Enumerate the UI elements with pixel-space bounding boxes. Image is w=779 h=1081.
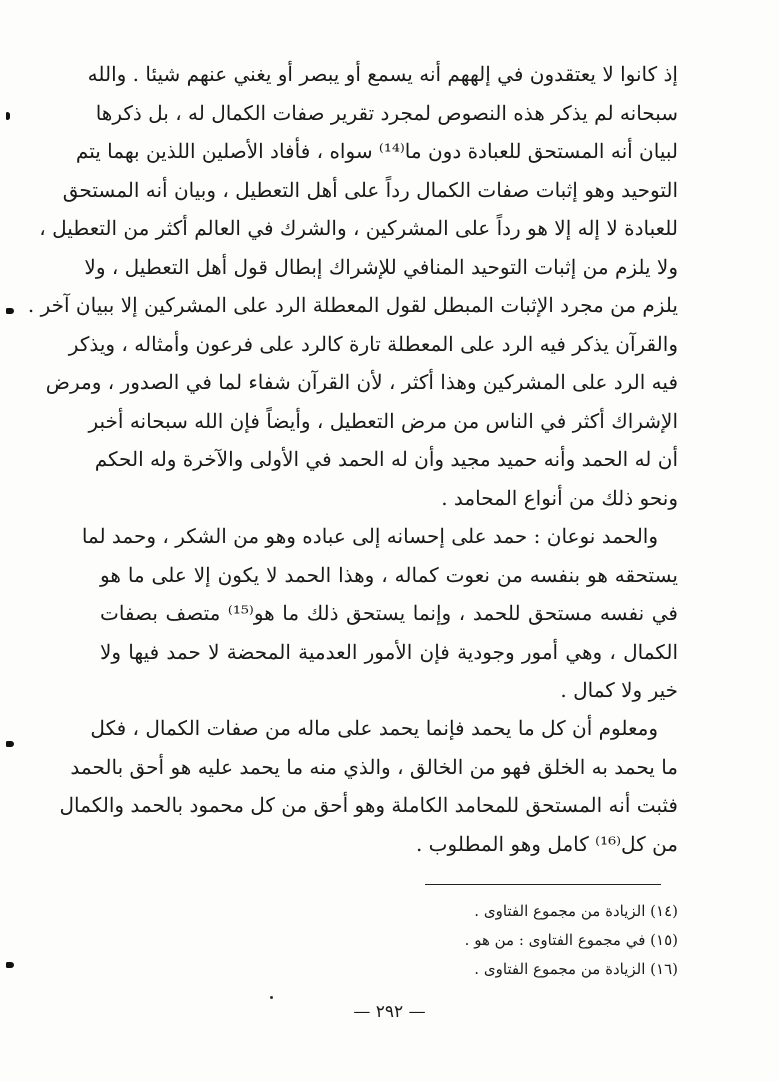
text-line: إذ كانوا لا يعتقدون في إلههم أنه يسمع أو يبصر أو يغني عنهم شيئا . والله [87,62,678,86]
footnote: (١٥) في مجموع الفتاوى : من هو . [464,931,678,949]
text-line: ونحو ذلك من أنواع المحامد . [441,485,678,510]
text-line: أن له الحمد وأنه حميد مجيد وأن له الحمد في الأولى والآخرة وله الحكم [94,447,678,471]
text-line: الكمال ، وهي أمور وجودية فإن الأمور العدمية المحضة لا حمد فيها ولا [100,639,678,664]
text-line: ومعلوم أن كل ما يحمد فإنما يحمد على ماله من صفات الكمال ، فكل [90,716,658,740]
page-number: — ٢٩٢ — [353,1002,426,1022]
text-line: في نفسه مستحق للحمد ، وإنما يستحق ذلك ما هو⁽¹⁵⁾ متصف بصفات [100,601,678,625]
text-line: يلزم من مجرد الإثبات المبطل لقول المعطلة الرد على المشركين إلا ببيان آخر . [27,293,678,317]
text-line: فيه الرد على المشركين وهذا أكثر ، لأن القرآن شفاء لما في الصدور ، ومرض [45,370,678,394]
footnotes [300,897,678,984]
text-line: لبيان أنه المستحق للعبادة دون ما⁽¹⁴⁾ سواه ، فأفاد الأصلين اللذين بهما يتم [75,139,678,163]
text-line: ولا يلزم من إثبات التوحيد المنافي للإشراك إبطال قول أهل التعطيل ، ولا [84,254,678,279]
text-line: من كل⁽¹⁶⁾ كامل وهو المطلوب . [415,831,678,856]
margin-mark [6,308,14,314]
speck [270,996,273,999]
paragraph-1 [27,55,678,517]
text-line: ما يحمد به الخلق فهو من الخالق ، والذي منه ما يحمد عليه هو أحق بالحمد [70,754,678,779]
margin-mark [6,741,14,747]
margin-mark [6,962,14,968]
paragraph-3 [59,709,678,863]
text-line: والقرآن يذكر فيه الرد على المعطلة تارة كالرد على فرعون وأمثاله ، ويذكر [68,331,678,356]
text-line: والحمد نوعان : حمد على إحسانه إلى عباده وهو من الشكر ، وحمد لما [81,524,658,548]
footnote: (١٦) الزيادة من مجموع الفتاوى . [474,960,678,978]
text-line: الإشراك أكثر في الناس من مرض التعطيل ، وأيضاً فإن الله سبحانه أخبر [88,408,678,433]
paragraph-2 [81,517,678,710]
text-line: سبحانه لم يذكر هذه النصوص لمجرد تقرير صفات الكمال له ، بل ذكرها [95,100,678,125]
text-line: فثبت أنه المستحق للمحامد الكاملة وهو أحق من كل محمود بالحمد والكمال [59,793,678,817]
text-line: للعبادة لا إله إلا هو رداً على المشركين ، والشرك في العالم أكثر من التعطيل ، [39,216,678,240]
footnote: (١٤) الزيادة من مجموع الفتاوى . [474,902,678,920]
footnote-divider [425,884,661,885]
text-line: يستحقه هو بنفسه من نعوت كماله ، وهذا الحمد لا يكون إلا على ما هو [100,562,678,587]
margin-mark [6,112,10,120]
text-line: التوحيد وهو إثبات صفات الكمال رداً على أهل التعطيل ، وبيان أنه المستحق [62,177,678,202]
text-line: خير ولا كمال . [560,678,678,702]
